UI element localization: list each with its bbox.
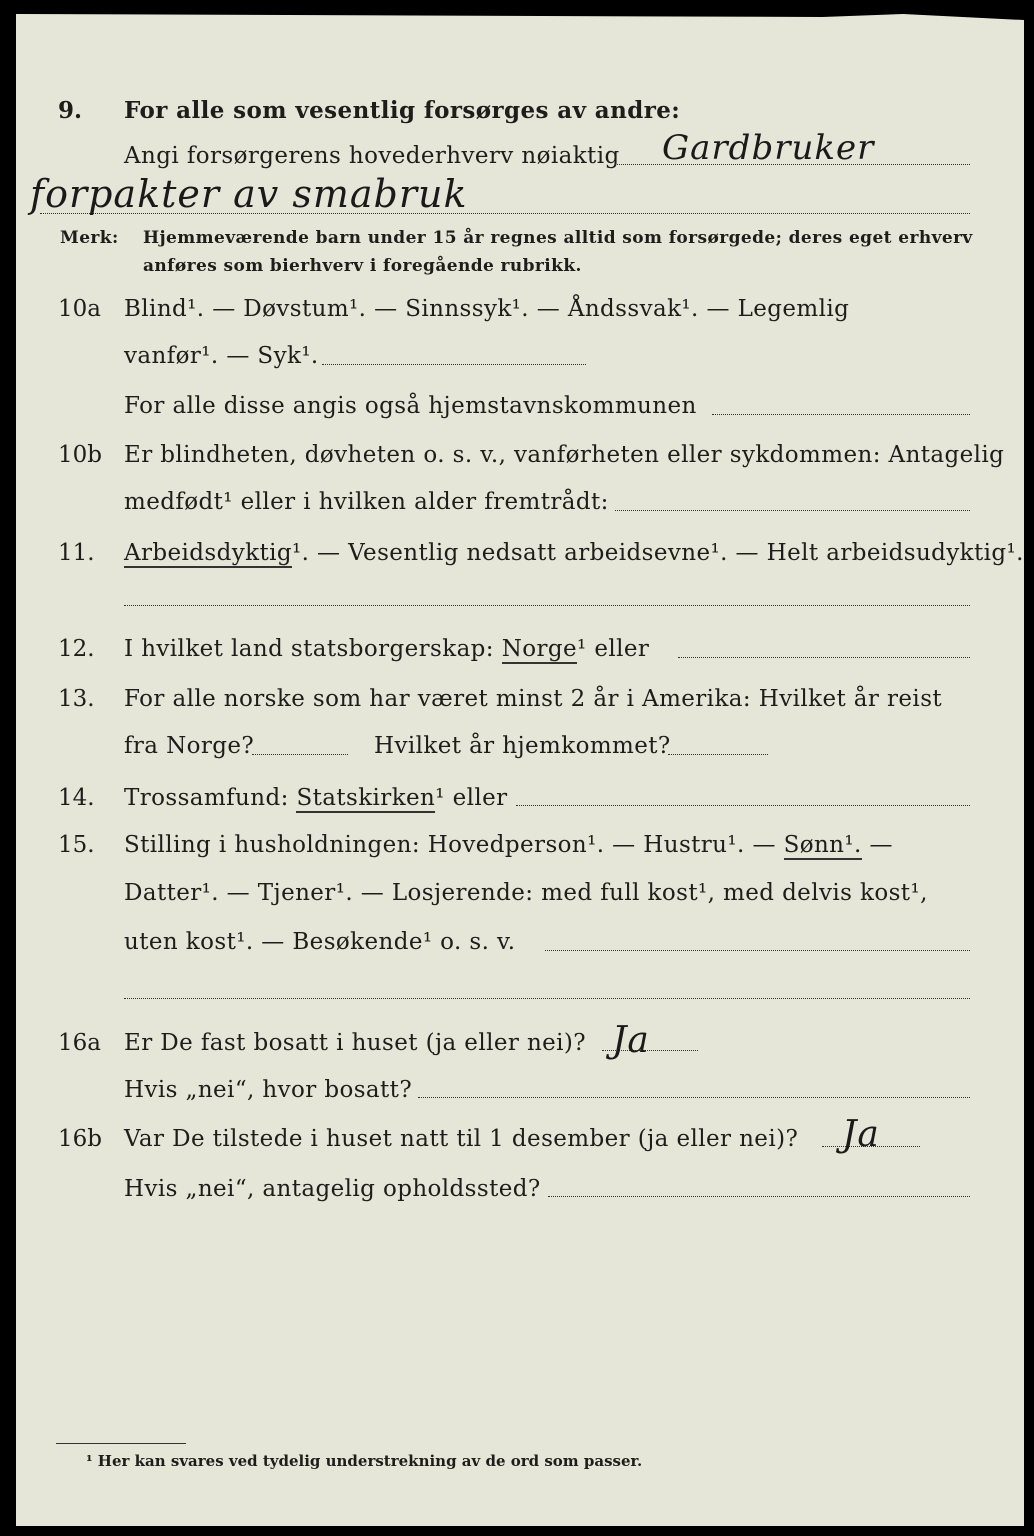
q12-number: 12. [58, 636, 95, 662]
q15-text-3: uten kost¹. — Besøkende¹ o. s. v. [124, 929, 516, 955]
q16b-text-2: Hvis „nei“, antagelig opholdssted? [124, 1176, 541, 1202]
q15-text-1c: — [869, 832, 893, 858]
q10a-syk-line [322, 364, 586, 365]
q11-underlined-option: Arbeidsdyktig [124, 540, 292, 566]
q15-number: 15. [58, 832, 95, 858]
q16b-number: 16b [58, 1126, 102, 1152]
q16a-text-2: Hvis „nei“, hvor bosatt? [124, 1077, 413, 1103]
merk-text-1: Hjemmeværende barn under 15 år regnes alltid som forsørgede; deres eget erhverv [143, 228, 973, 248]
q14-number: 14. [58, 785, 95, 811]
q16a-text-1: Er De fast bosatt i huset (ja eller nei)? [124, 1030, 587, 1056]
q12-suffix: ¹ eller [577, 636, 650, 662]
q14-text [124, 785, 508, 811]
merk-label: Merk: [60, 228, 119, 248]
q16b-text-1: Var De tilstede i huset natt til 1 desember (ja eller nei)? [124, 1126, 799, 1152]
q10a-text-1: Blind¹. — Døvstum¹. — Sinnssyk¹. — Åndssvak¹. — Legemlig [124, 296, 850, 322]
q15-answer-line-2 [124, 998, 970, 999]
q10b-text-1: Er blindheten, døvheten o. s. v., vanførheten eller sykdommen: Antagelig [124, 442, 1005, 468]
q10b-number: 10b [58, 442, 102, 468]
merk-text-2: anføres som bierhverv i foregående rubrikk. [143, 256, 582, 276]
q12-prefix: I hvilket land statsborgerskap: [124, 636, 494, 662]
q10a-number: 10a [58, 296, 101, 322]
q10a-text-3: For alle disse angis også hjemstavnskommunen [124, 393, 697, 419]
q14-answer-line [516, 805, 970, 806]
q11-text [124, 540, 1024, 566]
q13-hjemkommet-line [668, 754, 768, 755]
q9-title: For alle som vesentlig forsørges av andre: [124, 97, 681, 124]
q13-text-2a: fra Norge? [124, 733, 255, 759]
q10a-text-2: vanfør¹. — Syk¹. [124, 343, 319, 369]
q12-answer-line [678, 657, 970, 658]
footnote: ¹ Her kan svares ved tydelig understrekning av de ord som passer. [86, 1452, 643, 1470]
q9-label: Angi forsørgerens hovederhverv nøiaktig [124, 143, 620, 169]
q9-number: 9. [58, 97, 83, 124]
q16b-opholdssted-line [548, 1196, 970, 1197]
q11-rest: ¹. — Vesentlig nedsatt arbeidsevne¹. — Helt arbeidsudyktig¹. [292, 540, 1024, 566]
q10b-text-2: medfødt¹ eller i hvilken alder fremtrådt: [124, 489, 609, 515]
q14-suffix: ¹ eller [435, 785, 508, 811]
q16a-bosatt-line [418, 1097, 970, 1098]
q14-prefix: Trossamfund: [124, 785, 289, 811]
q11-answer-line [124, 605, 970, 606]
q9-answer-1: Gardbruker [662, 128, 875, 168]
q14-underlined-option: Statskirken [296, 785, 436, 811]
q16a-number: 16a [58, 1030, 101, 1056]
q16b-answer: Ja [842, 1114, 880, 1155]
q12-text [124, 636, 649, 662]
q16a-answer: Ja [612, 1020, 650, 1061]
q15-answer-line-1 [545, 950, 970, 951]
q13-number: 13. [58, 686, 95, 712]
q11-number: 11. [58, 540, 95, 566]
q13-text-2b: Hvilket år hjemkommet? [374, 733, 671, 759]
q15-text-1 [124, 832, 893, 858]
q15-text-1a: Stilling i husholdningen: Hovedperson¹. — Hustru¹. — [124, 832, 776, 858]
q10b-answer-line [615, 510, 970, 511]
q13-text-1: For alle norske som har været minst 2 år i Amerika: Hvilket år reist [124, 686, 943, 712]
q15-underlined-option: Sønn¹. [783, 832, 862, 858]
q15-text-2: Datter¹. — Tjener¹. — Losjerende: med full kost¹, med delvis kost¹, [124, 880, 928, 906]
q12-underlined-option: Norge [501, 636, 577, 662]
q9-answer-2: forpakter av smabruk [30, 172, 468, 216]
q10a-kommune-line [712, 414, 970, 415]
footnote-rule [56, 1443, 186, 1444]
q13-reist-line [252, 754, 348, 755]
